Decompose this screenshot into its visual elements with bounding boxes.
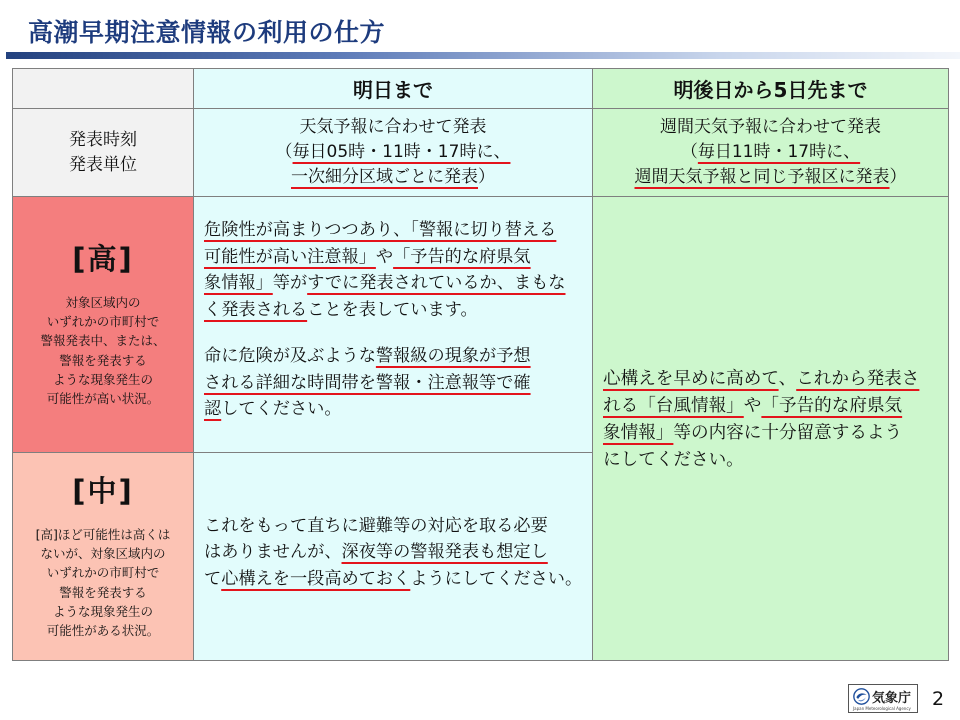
title-underline-bar	[6, 52, 960, 59]
timing-later-cell	[593, 109, 949, 197]
text-run: これをもって直ちに避難等の対応を取る必要 はありませんが、	[204, 515, 548, 563]
text-run: ）	[478, 167, 495, 187]
underlined-run: 毎日05時・11時・17時に、	[292, 142, 511, 162]
text-run: ようにしてください。	[410, 568, 583, 589]
underlined-run: 週間天気予報と同じ予報区に発表	[634, 167, 890, 187]
slide-title: 高潮早期注意情報の利用の仕方	[28, 18, 386, 47]
underlined-run: 毎日11時・17時に、	[697, 142, 861, 162]
header-blank-cell	[13, 69, 194, 109]
text-run: て	[204, 568, 222, 589]
underlined-run: 心構えを一段高めておく	[221, 568, 411, 589]
high-level-label: [高]	[72, 241, 134, 276]
text-run: 天気予報に合わせて発表 （	[275, 117, 487, 162]
medium-tomorrow-cell	[194, 453, 593, 661]
logo-name: 気象庁	[872, 691, 912, 706]
text-run: 命に危険が及ぶような	[204, 346, 376, 366]
header-day-after-to-5-days: 明後日から5日先まで	[593, 69, 949, 109]
timing-tomorrow-cell	[194, 109, 593, 197]
medium-level-cell	[13, 453, 194, 661]
paragraph-gap	[204, 323, 584, 343]
medium-tomorrow-text	[204, 513, 584, 593]
underlined-run: 心構えを早めに高めて	[603, 368, 779, 389]
underlined-run: 一次細分区域ごとに発表	[291, 167, 478, 187]
underlined-run: 「予告的な府県気 象情報」	[204, 246, 531, 293]
later-merged-cell	[593, 197, 949, 661]
underlined-run: 警報級の現象が予想 される詳細な時間帯を警報・注意報等で確 認	[204, 346, 531, 419]
high-tomorrow-paragraph-1	[204, 217, 584, 323]
text-run: 週間天気予報に合わせて発表 （	[660, 117, 881, 162]
text-run: してください。	[221, 399, 342, 419]
high-level-cell	[13, 197, 194, 453]
logo-subtitle: Japan Meteorological Agency	[853, 706, 911, 711]
timing-row	[13, 109, 949, 197]
text-run: や	[743, 395, 762, 416]
page-number: 2	[932, 688, 945, 710]
text-run: や	[375, 246, 394, 267]
later-merged-text	[603, 366, 938, 474]
jma-logo	[848, 684, 918, 713]
medium-level-description: [高]ほど可能性は高くは ないが、対象区域内の いずれかの市町村で 警報を発表する ような現象発生の 可能性がある状況。	[35, 526, 171, 638]
underlined-run: すでに発表されているか、まもな く発表される	[204, 273, 566, 320]
timing-row-label: 発表時刻 発表単位	[13, 109, 194, 197]
underlined-run: これから発表さ れる「台風情報」	[603, 368, 920, 416]
high-tomorrow-paragraph-2	[204, 343, 584, 423]
underlined-run: 危険性が高まりつつあり、「警報に切り替える 可能性が高い注意報」	[204, 220, 557, 267]
high-level-description: 対象区域内の いずれかの市町村で 警報発表中、または、 警報を発表する ような現象発生の 可能性が高い状況。	[40, 294, 166, 406]
header-row	[13, 69, 949, 109]
jma-emblem-icon	[853, 688, 870, 705]
underlined-run: 「予告的な府県気 象情報」	[603, 395, 903, 443]
usage-table	[12, 68, 949, 661]
header-tomorrow: 明日まで	[194, 69, 593, 109]
text-run: 、	[778, 368, 797, 389]
high-tomorrow-cell	[194, 197, 593, 453]
high-level-row	[13, 197, 949, 453]
text-run: ことを表しています。	[307, 299, 478, 320]
text-run: 等が	[272, 273, 308, 293]
text-run: ）	[889, 167, 907, 187]
underlined-run: 深夜等の警報発表も想定し	[341, 542, 548, 563]
medium-level-label: [中]	[72, 473, 134, 508]
text-run: 等の内容に十分留意するよう にしてください。	[603, 422, 903, 470]
